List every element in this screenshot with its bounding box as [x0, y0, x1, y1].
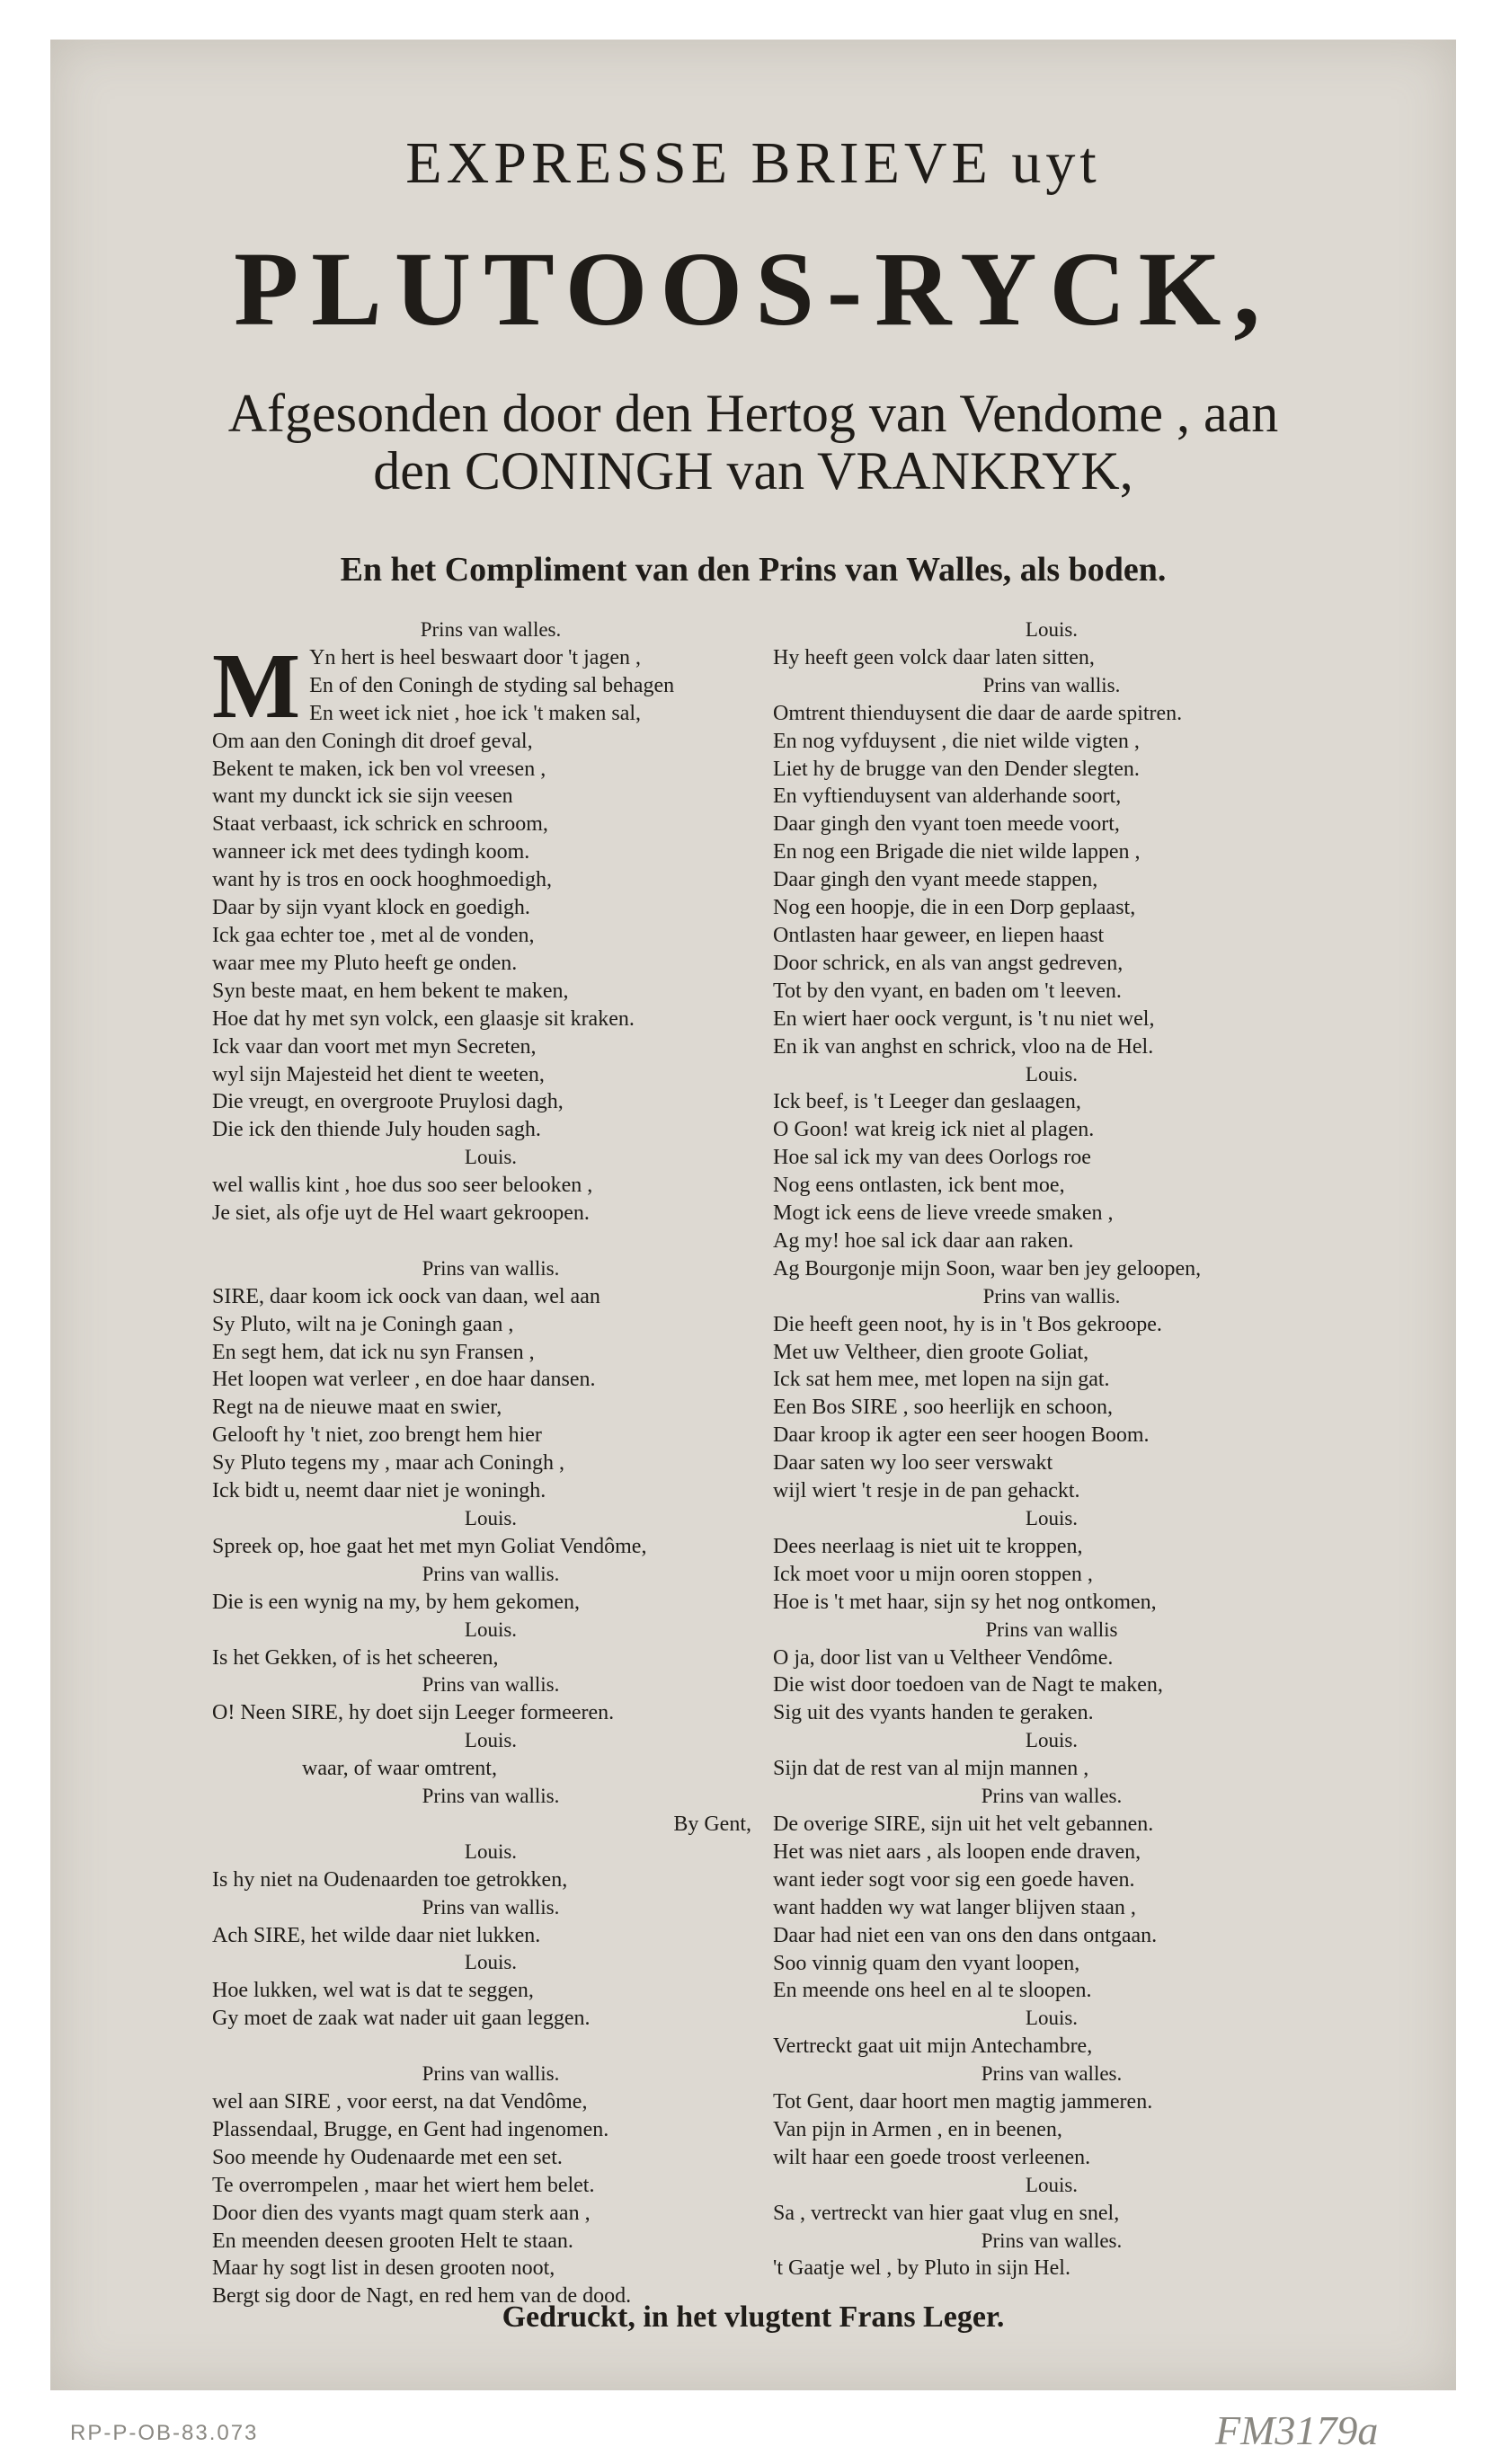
verse-line: Maar hy sogt list in desen grooten noot,: [212, 2256, 555, 2281]
verse-line: Yn hert is heel beswaart door 't jagen ,: [309, 645, 642, 669]
verse-line: wanneer ick met dees tydingh koom.: [212, 840, 530, 864]
speaker-label: Prins van wallis.: [982, 673, 1121, 696]
subtitle-line-2: den CONINGH van VRANKRYK,: [373, 441, 1133, 501]
speaker-label: Prins van wallis.: [422, 1673, 560, 1697]
verse-line: Het was niet aars , als loopen ende draven,: [773, 1839, 1141, 1864]
speaker-label: Prins van walles.: [981, 2229, 1123, 2252]
verse-line: Syn beste maat, en hem bekent te maken,: [212, 979, 569, 1003]
verse-line: wijl wiert 't resje in de pan gehackt.: [773, 1479, 1080, 1503]
speaker-label: Prins van walles.: [420, 618, 562, 641]
verse-line: wyl sijn Majesteid het dient te weeten,: [212, 1062, 545, 1086]
verse-line: Is hy niet na Oudenaarden toe getrokken,: [212, 1867, 568, 1892]
verse-line: En vyftienduysent van alderhande soort,: [773, 784, 1122, 809]
verse-line: Een Bos SIRE , soo heerlijk en schoon,: [773, 1396, 1113, 1420]
speaker-label: Louis.: [464, 1618, 518, 1641]
verse-line: Sy Pluto, wilt na je Coningh gaan ,: [212, 1312, 514, 1336]
verse-line: Plassendaal, Brugge, en Gent had ingenomen.: [212, 2117, 609, 2141]
stanza-gap: [212, 1228, 769, 1255]
verse-line: Die ick den thiende July houden sagh.: [212, 1118, 541, 1142]
verse-line: Bergt sig door de Nagt, en red hem van de dood.: [212, 2284, 632, 2309]
verse-line: Liet hy de brugge van den Dender slegten.: [773, 757, 1140, 781]
subtitle: [50, 385, 1456, 500]
verse-line: Ach SIRE, het wilde daar niet lukken.: [212, 1923, 541, 1947]
verse-line: 't Gaatje wel , by Pluto in sijn Hel.: [773, 2256, 1070, 2281]
speaker-label: Prins van wallis.: [422, 1785, 560, 1808]
verse-line: Regt na de nieuwe maat en swier,: [212, 1396, 502, 1420]
drop-capital: M: [212, 634, 301, 738]
verse-line: En wiert haer oock vergunt, is 't nu niet wel,: [773, 1006, 1155, 1031]
speaker-label: Prins van wallis.: [982, 1284, 1121, 1307]
speaker-label: Louis.: [464, 1146, 518, 1169]
verse-line: Ag my! hoe sal ick daar aan raken.: [773, 1228, 1074, 1253]
verse-line: By Gent,: [673, 1812, 751, 1836]
verse-line: Bekent te maken, ick ben vol vreesen ,: [212, 757, 546, 781]
verse-line: En nog vyfduysent , die niet wilde vigten ,: [773, 729, 1140, 753]
speaker-label: Prins van wallis.: [422, 1256, 560, 1280]
verse-line: Spreek op, hoe gaat het met myn Goliat Vendôme,: [212, 1534, 647, 1558]
verse-line: wel aan SIRE , voor eerst, na dat Vendôme,: [212, 2090, 588, 2114]
speaker-label: Prins van wallis: [985, 1618, 1118, 1641]
verse-line: En weet ick niet , hoe ick 't maken sal,: [309, 701, 642, 725]
verse-line: Hoe dat hy met syn volck, een glaasje sit kraken.: [212, 1006, 635, 1031]
verse-line: Door schrick, en als van angst gedreven,: [773, 951, 1124, 975]
verse-line: En of den Coningh de styding sal behagen: [309, 673, 675, 697]
verse-line: Soo meende hy Oudenaarde met een set.: [212, 2145, 563, 2169]
broadsheet: [50, 40, 1456, 2390]
verse-line: waar mee my Pluto heeft ge onden.: [212, 951, 518, 975]
verse-line: Van pijn in Armen , en in beenen,: [773, 2117, 1062, 2141]
verse-line: En nog een Brigade die niet wilde lappen ,: [773, 840, 1141, 864]
left-column: [212, 616, 769, 2310]
verse-line: Sy Pluto tegens my , maar ach Coningh ,: [212, 1451, 564, 1476]
verse-line: Hoe sal ick my van dees Oorlogs roe: [773, 1146, 1091, 1170]
speaker-label: Louis.: [1025, 1062, 1079, 1086]
verse-line: Met uw Veltheer, dien groote Goliat,: [773, 1340, 1089, 1364]
verse-line: Ontlasten haar geweer, en liepen haast: [773, 923, 1105, 947]
verse-line: Tot Gent, daar hoort men magtig jammeren.: [773, 2090, 1153, 2114]
verse-line: En meenden deesen grooten Helt te staan.: [212, 2229, 573, 2253]
verse-line: Door dien des vyants magt quam sterk aan ,: [212, 2201, 591, 2225]
verse-line: Sig uit des vyants handen te geraken.: [773, 1701, 1094, 1725]
speaker-label: Louis.: [1025, 1729, 1079, 1752]
verse-line: Sa , vertreckt van hier gaat vlug en snel,: [773, 2201, 1120, 2225]
verse-line: Om aan den Coningh dit droef geval,: [212, 729, 533, 753]
speaker-label: Louis.: [1025, 2173, 1079, 2196]
verse-line: En segt hem, dat ick nu syn Fransen ,: [212, 1340, 535, 1364]
speaker-label: Prins van wallis.: [422, 2062, 560, 2086]
verse-line: Is het Gekken, of is het scheeren,: [212, 1645, 499, 1670]
verse-line: Dees neerlaag is niet uit te kroppen,: [773, 1534, 1083, 1558]
verse-line: Te overrompelen , maar het wiert hem belet.: [212, 2173, 595, 2197]
subtitle-line-1: Afgesonden door den Hertog van Vendome , aan: [227, 384, 1279, 443]
speaker-label: Louis.: [1025, 618, 1079, 641]
verse-line: Mogt ick eens de lieve vreede smaken ,: [773, 1201, 1114, 1226]
verse-line: Hoe is 't met haar, sijn sy het nog ontkomen,: [773, 1590, 1157, 1614]
verse-line: Staat verbaast, ick schrick en schroom,: [212, 812, 548, 837]
verse-line: Tot by den vyant, en baden om 't leeven.: [773, 979, 1122, 1003]
verse-line: Gelooft hy 't niet, zoo brengt hem hier: [212, 1423, 542, 1448]
title-line-1: EXPRESSE BRIEVE uyt: [405, 130, 1101, 196]
verse-line: wilt haar een goede troost verleenen.: [773, 2145, 1091, 2169]
speaker-label: Louis.: [464, 1506, 518, 1529]
verse-line: SIRE, daar koom ick oock van daan, wel aan: [212, 1284, 600, 1308]
speaker-label: Louis.: [1025, 2007, 1079, 2030]
verse-line: Ick beef, is 't Leeger dan geslaagen,: [773, 1090, 1081, 1114]
verse-line: Die is een wynig na my, by hem gekomen,: [212, 1590, 581, 1614]
verse-line: Gy moet de zaak wat nader uit gaan leggen.: [212, 2007, 591, 2031]
verse-line: Ick sat hem mee, met lopen na sijn gat.: [773, 1368, 1110, 1392]
verse-line: Daar had niet een van ons den dans ontgaan.: [773, 1923, 1158, 1947]
verse-line: want ieder sogt voor sig een goede haven.: [773, 1867, 1135, 1892]
verse-line: En ik van anghst en schrick, vloo na de Hel.: [773, 1034, 1154, 1059]
dropcap-block: [212, 634, 769, 738]
verse-line: Het loopen wat verleer , en doe haar dansen.: [212, 1368, 596, 1392]
speaker-label: Louis.: [464, 1839, 518, 1863]
speaker-label: Prins van walles.: [981, 1785, 1123, 1808]
verse-line: Soo vinnig quam den vyant loopen,: [773, 1951, 1080, 1975]
verse-line: O! Neen SIRE, hy doet sijn Leeger formeeren.: [212, 1701, 615, 1725]
verse-line: Hy heeft geen volck daar laten sitten,: [773, 645, 1095, 669]
verse-line: Vertreckt gaat uit mijn Antechambre,: [773, 2034, 1093, 2059]
title-line-2: PLUTOOS-RYCK,: [234, 230, 1273, 348]
verse-line: Je siet, als ofje uyt de Hel waart gekroopen.: [212, 1201, 590, 1226]
verse-line: O Goon! wat kreig ick niet al plagen.: [773, 1118, 1095, 1142]
verse-line: Die heeft geen noot, hy is in 't Bos gekroope.: [773, 1312, 1162, 1336]
stanza-gap: [212, 2033, 769, 2061]
speaker-label: Prins van walles.: [981, 2062, 1123, 2086]
verse-line: O ja, door list van u Veltheer Vendôme.: [773, 1645, 1114, 1670]
verse-line: Ick bidt u, neemt daar niet je woningh.: [212, 1479, 546, 1503]
verse-line: Ick gaa echter toe , met al de vonden,: [212, 923, 535, 947]
verse-line: Nog een hoopje, die in een Dorp geplaast,: [773, 896, 1136, 920]
verse-line: De overige SIRE, sijn uit het velt gebannen.: [773, 1812, 1154, 1836]
speaker-label: Louis.: [464, 1729, 518, 1752]
accession-number: RP-P-OB-83.073: [70, 2421, 259, 2445]
verse-line: Ag Bourgonje mijn Soon, waar ben jey geloopen,: [773, 1256, 1202, 1281]
verse-line: wel wallis kint , hoe dus soo seer belooken ,: [212, 1174, 593, 1198]
speaker-label: Louis.: [1025, 1507, 1079, 1529]
verse-line: want my dunckt ick sie sijn veesen: [212, 784, 513, 809]
verse-line: want hadden wy wat langer blijven staan ,: [773, 1895, 1136, 1919]
imprint: Gedruckt, in het vlugtent Frans Leger.: [502, 2300, 1005, 2334]
verse-line: Omtrent thienduysent die daar de aarde spitren.: [773, 701, 1183, 725]
verse-line: Daar gingh den vyant meede stappen,: [773, 868, 1098, 892]
verse-line: Die vreugt, en overgroote Pruylosi dagh,: [212, 1090, 564, 1114]
verse-line: Hoe lukken, wel wat is dat te seggen,: [212, 1979, 534, 2003]
verse-line: Nog eens ontlasten, ick bent moe,: [773, 1174, 1065, 1198]
verse-line: Daar gingh den vyant toen meede voort,: [773, 812, 1120, 837]
verse-line: En meende ons heel en al te sloopen.: [773, 1979, 1092, 2003]
compliment-heading: En het Compliment van den Prins van Walles, als boden.: [340, 551, 1167, 589]
verse-line: Sijn dat de rest van al mijn mannen ,: [773, 1757, 1089, 1781]
speaker-label: Louis.: [464, 1951, 518, 1974]
verse-line: Die wist door toedoen van de Nagt te maken,: [773, 1673, 1163, 1697]
verse-line: Ick vaar dan voort met myn Secreten,: [212, 1034, 537, 1059]
right-column: [773, 616, 1330, 2282]
verse-line: Daar saten wy loo seer verswakt: [773, 1451, 1053, 1476]
speaker-label: Prins van wallis.: [422, 1895, 560, 1919]
speaker-label: Prins van wallis.: [422, 1562, 560, 1585]
verse-line: Daar kroop ik agter een seer hoogen Boom.: [773, 1423, 1150, 1448]
verse-line: waar, of waar omtrent,: [302, 1757, 497, 1781]
pencil-inscription: FM3179a: [1215, 2407, 1379, 2453]
verse-line: want hy is tros en oock hooghmoedigh,: [212, 868, 552, 892]
verse-line: Daar by sijn vyant klock en goedigh.: [212, 896, 530, 920]
verse-line: Ick moet voor u mijn ooren stoppen ,: [773, 1562, 1093, 1586]
